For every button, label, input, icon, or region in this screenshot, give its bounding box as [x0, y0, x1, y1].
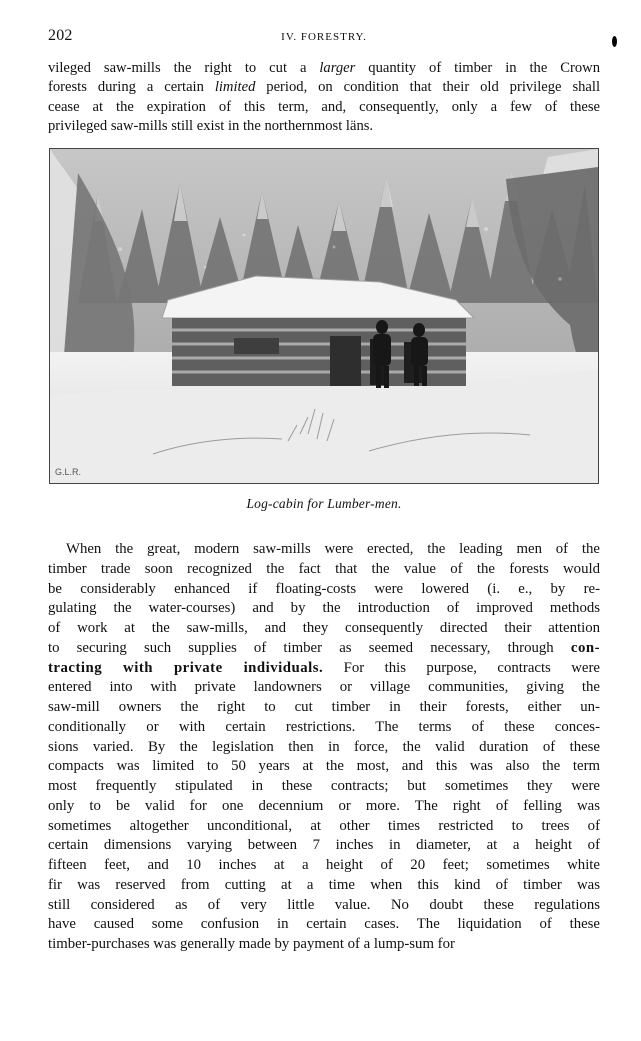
ink-spot-mark	[612, 36, 617, 47]
text-line: sometimes altogether unconditional, at other times restricted to trees of	[48, 817, 600, 834]
text-line: forests during a certain limited period, on condition that their old privilege shall	[48, 79, 601, 96]
page-header	[48, 26, 600, 48]
text-line: to securing such supplies of timber as seemed necessary, through con-	[48, 639, 600, 656]
text-line: only to be valid for one decennium or more. The right of felling was	[48, 797, 600, 814]
text-line: fifteen feet, and 10 inches at a height of 20 feet; sometimes white	[48, 857, 600, 873]
log-cabin-photograph	[49, 148, 599, 484]
text-line: vileged saw-mills the right to cut a larger quantity of timber in the Crown	[48, 60, 600, 76]
page-number: 202	[48, 27, 73, 44]
text-line: still considered as of very little value. No doubt these regulations	[48, 896, 600, 913]
text-line: certain dimensions varying between 7 inches in diameter, at a height of	[48, 837, 600, 854]
continued-paragraph	[48, 59, 600, 136]
figure-caption: Log-cabin for Lumber-men.	[246, 496, 402, 511]
text-line: entered into with private landowners or village communities, giving the	[48, 679, 600, 696]
text-line: be considerably enhanced if floating-costs were lowered (i. e., by re-	[48, 580, 600, 597]
text-line: gulating the water-courses) and by the introduction of improved methods	[48, 600, 600, 617]
photo-signature: G.L.R.	[55, 467, 82, 477]
text-line: compacts was limited to 50 years at the most, and this was also the term	[48, 758, 600, 775]
text-line: most frequently stipulated in these contracts; but sometimes they were	[48, 778, 600, 794]
text-line: conditionally or with certain restrictions. The terms of these conces-	[48, 718, 600, 735]
text-line: When the great, modern saw-mills were erected, the leading men of the	[66, 541, 600, 557]
main-paragraph	[48, 540, 600, 955]
text-line: of work at the saw-mills, and they consequently directed their attention	[48, 620, 600, 636]
text-line: have caused some confusion in certain cases. The liquidation of these	[48, 916, 600, 933]
text-line: sions varied. By the legislation then in force, the valid duration of these	[48, 738, 600, 755]
text-line: tracting with private individuals. For this purpose, contracts were	[48, 659, 600, 676]
text-line: timber trade soon recognized the fact that the value of the forests would	[48, 560, 600, 577]
running-head: IV. FORESTRY.	[281, 31, 367, 43]
text-line: fir was reserved from cutting at a time when this kind of timber was	[48, 876, 600, 893]
text-line: privileged saw-mills still exist in the northernmost läns.	[48, 117, 374, 134]
text-line: cease at the expiration of this term, and, consequently, only a few of these	[48, 98, 600, 115]
text-line: saw-mill owners the right to cut timber in their forests, either un-	[48, 699, 600, 715]
text-line: timber-purchases was generally made by payment of a lump-sum for	[48, 936, 455, 952]
